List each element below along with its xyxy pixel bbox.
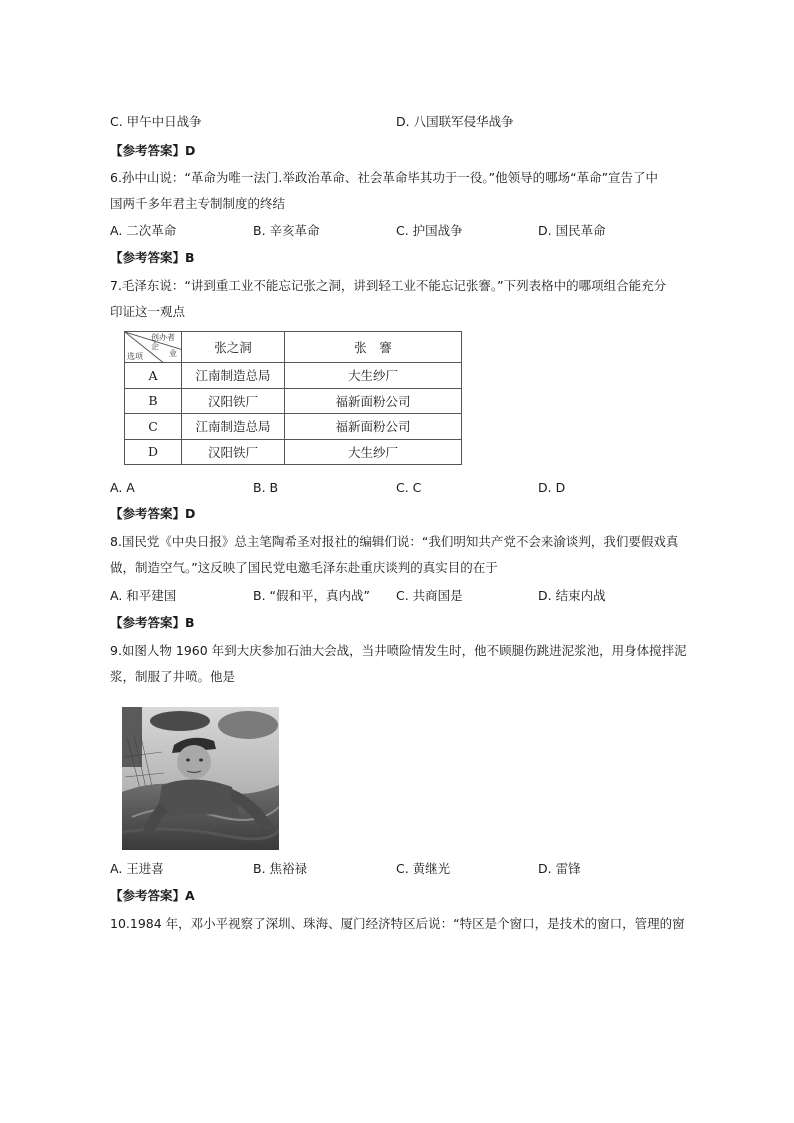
q7-stem-line1: 7.毛泽东说：“讲到重工业不能忘记张之洞，讲到轻工业不能忘记张謇。”下列表格中的哪项组合能充分 [110,278,667,293]
table-row [125,388,462,414]
q7-table [124,331,462,465]
q8-option-b: B. “假和平，真内战” [253,588,370,603]
table-row [125,439,462,465]
answer-value: A [185,888,195,903]
table-cell: 江南制造总局 [182,363,285,389]
corner-label-enterprise-2: 业 [169,349,177,358]
photo-illustration [122,707,279,850]
table-cell: 汉阳铁厂 [182,439,285,465]
q6-option-b: B. 辛亥革命 [253,223,320,238]
answer-label: 【参考答案】 [110,143,186,158]
corner-label-option: 选项 [127,352,143,361]
q6-option-a: A. 二次革命 [110,223,177,238]
q8-answer [110,614,195,632]
q7-option-b: B. B [253,480,279,495]
q5-option-c: C. 甲午中日战争 [110,114,202,129]
answer-label: 【参考答案】 [110,888,186,903]
table-header-zhang-zhidong: 张之洞 [182,332,285,363]
q7-stem-line2: 印证这一观点 [110,304,186,319]
answer-value: D [185,143,196,158]
answer-value: B [185,250,195,265]
q9-option-c: C. 黄继光 [396,861,451,876]
corner-label-enterprise-1: 企 [151,342,159,351]
table-cell-option: A [125,363,182,389]
q9-option-d: D. 雷锋 [538,861,581,876]
table-cell-option: C [125,414,182,440]
table-corner-cell [125,332,182,363]
corner-label-founder: 创办者 [151,333,175,342]
table-cell-option: D [125,439,182,465]
table-cell: 福新面粉公司 [285,414,462,440]
table-header-zhang-jian: 张 謇 [285,332,462,363]
table-cell: 汉阳铁厂 [182,388,285,414]
table-cell: 大生纱厂 [285,363,462,389]
q6-stem-line1: 6.孙中山说：“革命为唯一法门.举政治革命、社会革命毕其功于一役。”他领导的哪场“革命”宣告了中 [110,170,659,185]
q6-option-c: C. 护国战争 [396,223,463,238]
q9-option-b: B. 焦裕禄 [253,861,308,876]
q6-stem-line2: 国两千多年君主专制制度的终结 [110,196,286,211]
q5-answer [110,142,195,160]
q7-option-a: A. A [110,480,135,495]
answer-value: B [185,615,195,630]
answer-label: 【参考答案】 [110,615,186,630]
table-cell: 福新面粉公司 [285,388,462,414]
q7-option-d: D. D [538,480,566,495]
table-cell-option: B [125,388,182,414]
q8-stem-line2: 做，制造空气。”这反映了国民党电邀毛泽东赴重庆谈判的真实目的在于 [110,560,498,575]
q8-option-a: A. 和平建国 [110,588,177,603]
q6-answer [110,249,195,267]
wang-jinxi-photo [122,707,279,850]
q8-option-c: C. 共商国是 [396,588,463,603]
table-row [125,363,462,389]
q9-option-a: A. 王进喜 [110,861,164,876]
table-header-row [125,332,462,363]
table-row [125,414,462,440]
table-cell: 江南制造总局 [182,414,285,440]
q9-answer [110,887,195,905]
table-cell: 大生纱厂 [285,439,462,465]
q8-stem-line1: 8.国民党《中央日报》总主笔陶希圣对报社的编辑们说：“我们明知共产党不会来渝谈判，我们要假戏真 [110,534,679,549]
answer-value: D [185,506,196,521]
q9-stem-line2: 浆，制服了井喷。他是 [110,669,236,684]
q7-option-c: C. C [396,480,422,495]
answer-label: 【参考答案】 [110,506,186,521]
q10-stem-line1: 10.1984 年，邓小平视察了深圳、珠海、厦门经济特区后说：“特区是个窗口，是技术的窗口，管理的窗 [110,916,685,931]
q7-answer [110,505,195,523]
q9-stem-line1: 9.如图人物 1960 年到大庆参加石油大会战，当井喷险情发生时，他不顾腿伤跳进泥浆池，用身体搅拌泥 [110,643,687,658]
q6-option-d: D. 国民革命 [538,223,606,238]
q8-option-d: D. 结束内战 [538,588,606,603]
answer-label: 【参考答案】 [110,250,186,265]
q5-option-d: D. 八国联军侵华战争 [396,114,514,129]
